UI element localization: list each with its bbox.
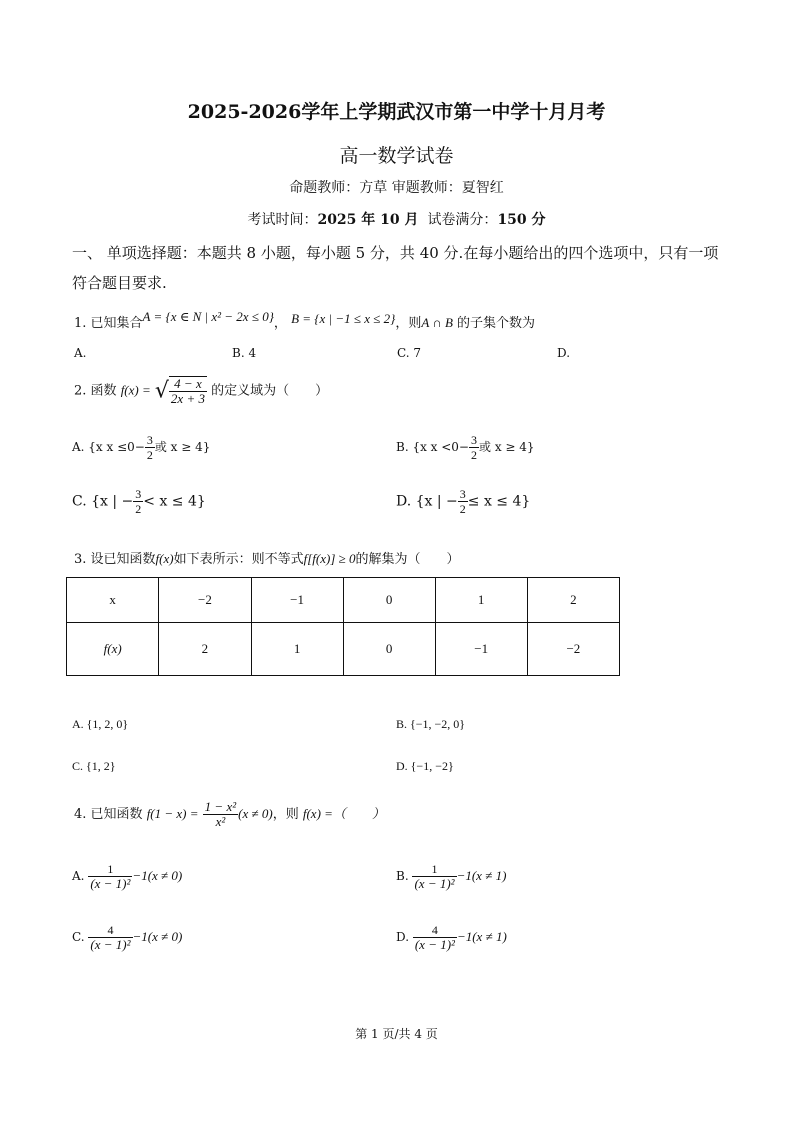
q2-den: 2x + 3 — [170, 391, 205, 406]
q2-c-num: 3 — [135, 487, 142, 501]
q3-stem-pre: 3. 设已知函数 — [74, 552, 156, 567]
q4-cond: (x ≠ 0) — [238, 806, 273, 821]
table-cell: −2 — [527, 623, 619, 676]
q1-suffix-pre: ，则 — [395, 316, 422, 331]
question-2-stem — [74, 376, 328, 406]
q4-lhs: f(1 − x) = — [146, 806, 199, 821]
q1-option-d: D. — [557, 346, 571, 360]
q4-a-label: A. — [72, 869, 85, 883]
q1-option-c: C. 7 — [397, 346, 422, 360]
q2-num: 4 − x — [169, 377, 207, 392]
q4-d-tail: −1(x ≠ 1) — [456, 929, 507, 944]
question-4-stem — [74, 800, 385, 829]
section-heading: 一、 单项选择题：本题共 8 小题，每小题 5 分，共 40 分.在每小题给出的四个选项中，只有一项符合题目要求. — [72, 244, 719, 292]
q2-sqrt — [155, 376, 207, 406]
q4-option-c — [72, 923, 182, 952]
q2-prefix: 2. 函数 — [74, 383, 117, 399]
exam-title: 2025-2026学年上学期武汉市第一中学十月月考 — [187, 101, 606, 123]
q1-comma: ， — [273, 316, 287, 331]
table-row — [67, 578, 620, 623]
q2-a-num: 3 — [146, 433, 153, 447]
q1-suffix: 的子集个数为 — [457, 316, 536, 331]
table-cell: 2 — [527, 578, 619, 623]
table-cell: 0 — [343, 623, 435, 676]
table-cell: −1 — [435, 623, 527, 676]
q2-suffix: 的定义域为（ ） — [211, 383, 329, 399]
q4-mid: ，则 — [272, 807, 299, 822]
table-row — [67, 623, 620, 676]
q4-option-a — [72, 862, 182, 891]
q4-c-den: (x − 1)² — [90, 937, 131, 952]
q2-c-post: < x ≤ 4} — [143, 493, 206, 510]
q2-option-d — [396, 487, 530, 516]
q4-b-label: B. — [396, 869, 409, 883]
q3-option-d: D. {−1, −2} — [396, 759, 454, 773]
q4-den: x² — [215, 814, 226, 829]
question-1-stem — [74, 309, 536, 331]
page-footer: 第 1 页/共 4 页 — [355, 1027, 438, 1041]
q2-d-num: 3 — [459, 487, 466, 501]
q2-b-den: 2 — [471, 448, 477, 462]
q2-func: f(x) = — [120, 382, 151, 398]
q2-b-pre: B. {x x <0− — [396, 440, 469, 454]
q1-set-a: A = {x ∈ N | x² − 2x ≤ 0} — [142, 309, 274, 324]
q2-b-post: 或 x ≥ 4} — [479, 440, 535, 454]
q4-b-num: 1 — [412, 862, 456, 877]
q2-c-pre: C. {x | − — [72, 493, 134, 510]
q2-a-pre: A. {x x ≤0− — [72, 440, 145, 454]
q4-option-d — [396, 923, 507, 952]
q4-option-b — [396, 862, 506, 891]
q2-a-den: 2 — [146, 448, 153, 462]
q4-prefix: 4. 已知函数 — [74, 807, 143, 822]
q3-option-a: A. {1, 2, 0} — [72, 717, 129, 731]
sqrt-icon: √ — [154, 378, 169, 404]
q4-b-den: (x − 1)² — [414, 876, 455, 891]
time-value: 2025 年 10 月 — [317, 212, 419, 228]
q1-set-b: B = {x | −1 ≤ x ≤ 2} — [291, 311, 396, 326]
q4-a-num: 1 — [88, 862, 132, 877]
q2-c-den: 2 — [135, 502, 142, 516]
q1-option-a: A. — [74, 346, 87, 360]
table-cell: 0 — [343, 578, 435, 623]
q4-d-label: D. — [396, 930, 410, 944]
exam-info-line — [0, 209, 793, 229]
q2-d-pre: D. {x | − — [396, 493, 458, 510]
score-value: 150 分 — [497, 212, 546, 228]
table-cell: −2 — [159, 578, 251, 623]
time-label: 考试时间： — [247, 212, 318, 228]
exam-subtitle: 高一数学试卷 — [339, 145, 454, 167]
q2-a-post: 或 x ≥ 4} — [154, 440, 211, 454]
q3-option-c: C. {1, 2} — [72, 759, 116, 773]
q4-c-num: 4 — [88, 923, 132, 938]
table-cell: x — [67, 578, 159, 623]
table-cell: 2 — [159, 623, 251, 676]
q1-expr: A ∩ B — [421, 315, 453, 330]
table-cell: f(x) — [67, 623, 159, 676]
q4-rhs: f(x) =（ ） — [302, 806, 385, 821]
q3-option-b: B. {−1, −2, 0} — [396, 717, 466, 731]
q4-d-den: (x − 1)² — [414, 937, 455, 952]
score-label: 试卷满分： — [427, 212, 498, 228]
q1-option-b: B. 4 — [232, 346, 257, 360]
q3-fx: f(x) — [155, 551, 174, 566]
q3-ineq: f[f(x)] ≥ 0 — [303, 551, 356, 566]
q2-d-den: 2 — [459, 502, 466, 516]
table-cell: −1 — [251, 578, 343, 623]
q4-num: 1 − x² — [204, 799, 237, 814]
q4-c-tail: −1(x ≠ 0) — [132, 929, 183, 944]
q4-a-tail: −1(x ≠ 0) — [132, 868, 183, 883]
function-table — [66, 577, 620, 676]
q3-stem-mid: 如下表所示：则不等式 — [173, 552, 304, 567]
table-cell: 1 — [435, 578, 527, 623]
q1-prefix: 1. 已知集合 — [74, 316, 143, 331]
q2-d-post: ≤ x ≤ 4} — [467, 493, 531, 510]
q2-option-a — [72, 433, 210, 462]
q4-c-label: C. — [72, 930, 85, 944]
question-3-stem — [74, 548, 460, 567]
q4-b-tail: −1(x ≠ 1) — [456, 868, 507, 883]
q2-option-b — [396, 433, 535, 462]
q2-option-c — [72, 487, 206, 516]
q4-a-den: (x − 1)² — [90, 876, 131, 891]
table-cell: 1 — [251, 623, 343, 676]
q2-b-num: 3 — [471, 433, 477, 447]
teachers-line: 命题教师：方草 审题教师：夏智红 — [289, 180, 504, 196]
q4-d-num: 4 — [413, 923, 457, 938]
q3-stem-post: 的解集为（ ） — [355, 552, 460, 567]
